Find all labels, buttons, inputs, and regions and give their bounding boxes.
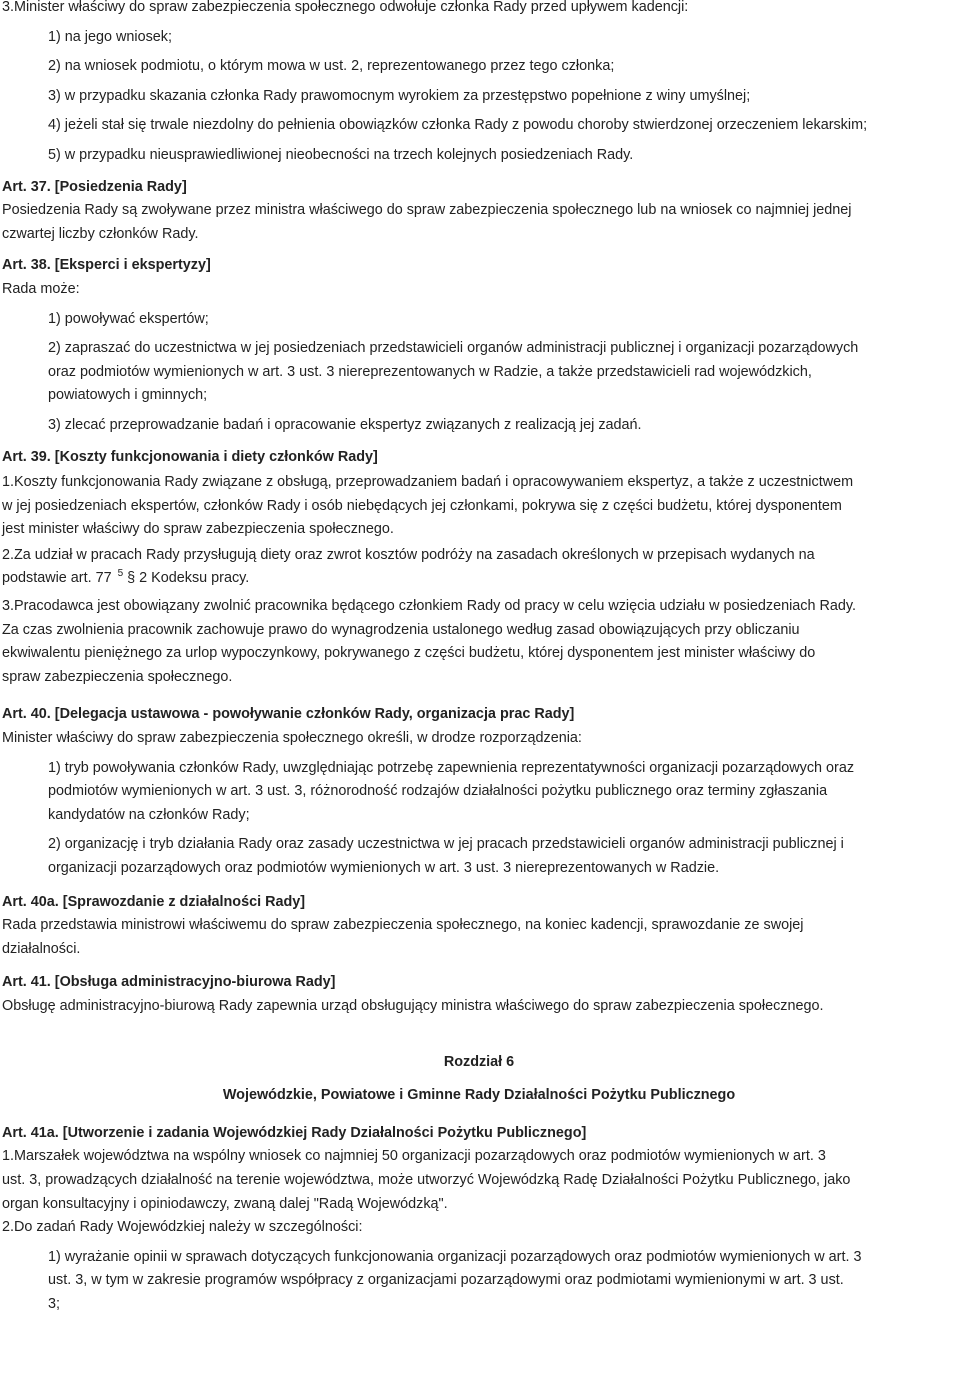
art38-section	[2, 254, 956, 437]
chapter-6-header	[2, 1051, 956, 1108]
art40-item-1-line-1: 1) tryb powoływania członków Rady, uwzględniając potrzebę zapewnienia reprezentatywności organizacji pozarządowych oraz	[48, 759, 855, 776]
art40-item-1-line-2: podmiotów wymienionych w art. 3 ust. 3, różnorodność rodzajów działalności pożytku publicznego oraz terminy zgłaszania	[48, 783, 828, 800]
art41a-section	[2, 1122, 956, 1317]
art37-section	[2, 176, 956, 247]
art39-p3-line-4: spraw zabezpieczenia społecznego.	[2, 668, 233, 685]
art39-p2-line-2-end: § 2 Kodeksu pracy.	[123, 570, 250, 587]
art39-p3-line-1: 3.Pracodawca jest obowiązany zwolnić pracownika będącego członkiem Rady od pracy w celu wzięcia udziału w posiedzeniach Rady.	[2, 598, 857, 615]
art41-heading: Art. 41. [Obsługa administracyjno-biurowa Rady]	[2, 974, 336, 991]
art38-intro: Rada może:	[2, 280, 80, 297]
art40-item-2-line-1: 2) organizację i tryb działania Rady oraz zasady uczestnictwa w jej pracach przedstawicieli organów administracji publicznej i	[48, 836, 844, 853]
art37-heading: Art. 37. [Posiedzenia Rady]	[2, 178, 187, 195]
art39-p1-line-2: w jej posiedzeniach ekspertów, członków Rady i osób niebędących jej członkami, pokrywa się z części budżetu, której dysponentem	[2, 497, 842, 514]
art40a-text-line-2: działalności.	[2, 940, 81, 957]
art41a-heading: Art. 41a. [Utworzenie i zadania Wojewódzkiej Rady Działalności Pożytku Publicznego]	[2, 1124, 587, 1141]
art41a-p2-intro: 2.Do zadań Rady Wojewódzkiej należy w szczególności:	[2, 1219, 363, 1236]
chapter-title: Rozdział 6	[443, 1053, 515, 1070]
art40-item-2-line-2: organizacji pozarządowych oraz podmiotów wymienionych w art. 3 ust. 3 niereprezentowanych w Radzie.	[48, 860, 720, 876]
art38-item-1: 1) powoływać ekspertów;	[48, 310, 209, 327]
art41a-p1-line-2: ust. 3, prowadzących działalność na terenie województwa, może utworzyć Wojewódzką Radę Działalności Pożytku Publicznego, jako	[2, 1171, 851, 1188]
art36-item-1: 1) na jego wniosek;	[48, 28, 172, 45]
art40-heading: Art. 40. [Delegacja ustawowa - powoływanie członków Rady, organizacja prac Rady]	[2, 706, 575, 723]
art39-p1-line-1: 1.Koszty funkcjonowania Rady związane z obsługą, przeprowadzaniem badań i opracowywaniem ekspertyz, a także z uczestnictwem	[2, 474, 854, 491]
art36-item-4: 4) jeżeli stał się trwale niezdolny do pełnienia obowiązków członka Rady z powodu choroby stwierdzonej orzeczeniem lekarskim;	[48, 117, 868, 134]
art40a-heading: Art. 40a. [Sprawozdanie z działalności Rady]	[2, 893, 306, 910]
art40-item-1-line-3: kandydatów na członków Rady;	[48, 806, 250, 823]
art41-section	[2, 971, 956, 1018]
art39-heading: Art. 39. [Koszty funkcjonowania i diety członków Rady]	[2, 448, 378, 465]
art41a-item-1-line-3: 3;	[48, 1295, 61, 1312]
art39-section	[2, 446, 956, 690]
art37-text-line-2: czwartej liczby członków Rady.	[2, 225, 199, 242]
art36-item-3: 3) w przypadku skazania członka Rady prawomocnym wyrokiem za przestępstwo popełnione z winy umyślnej;	[48, 87, 751, 104]
art41-text-line-1: Obsługę administracyjno-biurową Rady zapewnia urząd obsługujący ministra właściwego do spraw zabezpieczenia społecznego.	[2, 997, 824, 1014]
art38-item-2-line-1: 2) zapraszać do uczestnictwa w jej posiedzeniach przedstawicieli organów administracji publicznej i organizacji pozarządowych	[48, 340, 859, 357]
chapter-subtitle: Wojewódzkie, Powiatowe i Gminne Rady Działalności Pożytku Publicznego	[222, 1087, 736, 1104]
art38-item-2-line-2: oraz podmiotów wymienionych w art. 3 ust. 3 niereprezentowanych w Radzie, a także przedstawicieli rad wojewódzkich,	[48, 363, 812, 380]
art38-heading: Art. 38. [Eksperci i ekspertyzy]	[2, 257, 211, 274]
art36-p3-intro: 3.Minister właściwy do spraw zabezpieczenia społecznego odwołuje członka Rady przed upływem kadencji:	[2, 0, 689, 15]
art41a-p1-line-3: organ konsultacyjny i opiniodawczy, zwaną dalej "Radą Wojewódzką".	[2, 1195, 448, 1212]
art41a-item-1-line-2: ust. 3, w tym w zakresie programów współpracy z organizacjami pozarządowymi oraz podmiotami wymienionymi w art. 3 ust.	[48, 1272, 844, 1289]
art39-p2-line-1: 2.Za udział w pracach Rady przysługują diety oraz zwrot kosztów podróży na zasadach określonych w przepisach wydanych na	[2, 546, 815, 563]
art39-p3-line-3: ekwiwalentu pieniężnego za urlop wypoczynkowy, pokrywanego z części budżetu, której dysponentem jest minister właściwy do	[2, 645, 816, 662]
art41a-item-1-line-1: 1) wyrażanie opinii w sprawach dotyczących funkcjonowania organizacji pozarządowych oraz podmiotów wymienionych w art. 3	[48, 1248, 862, 1265]
art40a-section	[2, 891, 956, 962]
art38-item-3: 3) zlecać przeprowadzanie badań i opracowanie ekspertyz związanych z realizacją jej zadań.	[48, 416, 642, 433]
art40-intro: Minister właściwy do spraw zabezpieczenia społecznego określi, w drodze rozporządzenia:	[2, 730, 582, 747]
art38-item-2-line-3: powiatowych i gminnych;	[48, 387, 208, 404]
art39-p2-superscript: 5	[117, 568, 124, 580]
art39-p2-line-2	[2, 567, 956, 591]
art36-item-5: 5) w przypadku nieusprawiedliwionej nieobecności na trzech kolejnych posiedzeniach Rady.	[48, 146, 634, 163]
art40a-text-line-1: Rada przedstawia ministrowi właściwemu do spraw zabezpieczenia społecznego, na koniec kadencji, sprawozdanie ze swojej	[2, 917, 804, 934]
art37-text-line-1: Posiedzenia Rady są zwoływane przez ministra właściwego do spraw zabezpieczenia społecznego lub na wniosek co najmniej jednej	[2, 202, 852, 219]
art39-p3-line-2: Za czas zwolnienia pracownik zachowuje prawo do wynagrodzenia ustalonego według zasad obowiązujących przy obliczaniu	[2, 621, 800, 638]
art36-section	[2, 0, 956, 168]
art39-p2-line-2-start: podstawie art. 77	[2, 570, 112, 587]
art41a-p1-line-1: 1.Marszałek województwa na wspólny wniosek co najmniej 50 organizacji pozarządowych oraz podmiotów wymienionych w art. 3	[2, 1148, 826, 1165]
art40-section	[2, 703, 956, 880]
art36-item-2: 2) na wniosek podmiotu, o którym mowa w ust. 2, reprezentowanego przez tego członka;	[48, 58, 615, 75]
art39-p1-line-3: jest minister właściwy do spraw zabezpieczenia społecznego.	[2, 521, 394, 538]
